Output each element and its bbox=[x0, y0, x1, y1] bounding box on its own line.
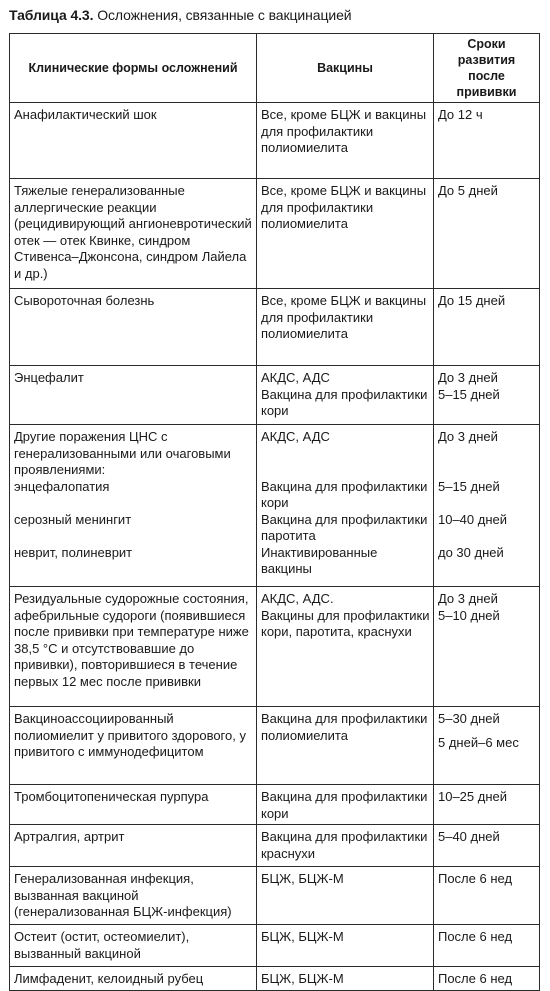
form-cell bbox=[10, 425, 257, 587]
table-row bbox=[10, 289, 540, 366]
timing-line: До 3 дней bbox=[437, 429, 498, 444]
timing-cell bbox=[433, 587, 539, 707]
table-row bbox=[10, 967, 540, 991]
vaccine-line: Вакцина для профилактики кори bbox=[260, 386, 428, 418]
vaccine-cell: Все, кроме БЦЖ и вакцины для профилактики полиомиелита bbox=[256, 179, 433, 289]
header-vaccines: Вакцины bbox=[256, 34, 433, 103]
form-cell: Лимфаденит, келоидный рубец bbox=[10, 967, 257, 991]
vaccine-line: АКДС, АДС bbox=[260, 370, 330, 385]
sub-form: энцефалопатия bbox=[14, 478, 110, 494]
table-row bbox=[10, 825, 540, 867]
form-cell: Тромбоцитопеническая пурпура bbox=[10, 785, 257, 825]
header-forms: Клинические формы осложнений bbox=[10, 34, 257, 103]
timing-line: До 3 дней bbox=[437, 591, 498, 606]
vaccine-cell bbox=[256, 366, 433, 425]
timing-line: 5–10 дней bbox=[437, 607, 500, 623]
vaccine-cell: Все, кроме БЦЖ и вакцины для профилактики полиомиелита bbox=[256, 103, 433, 179]
table-caption: Осложнения, связанные с вакцинацией bbox=[97, 7, 352, 23]
form-cell: Сывороточная болезнь bbox=[10, 289, 257, 366]
sub-form: неврит, полиневрит bbox=[14, 544, 133, 560]
table-row bbox=[10, 587, 540, 707]
table-row bbox=[10, 425, 540, 587]
header-timing: Сроки развития после прививки bbox=[433, 34, 539, 103]
form-cell: Резидуальные судорожные состояния, афебрильные судороги (появившиеся после прививки при температуре ниже 38,5 °С и отсутствовавшие до прививки), повторившиеся в течение первых 12 мес после прививки bbox=[10, 587, 257, 707]
timing-line: 5–30 дней bbox=[437, 711, 500, 726]
header-row bbox=[10, 34, 540, 103]
timing-line: До 3 дней bbox=[437, 370, 498, 385]
timing-cell: До 15 дней bbox=[433, 289, 539, 366]
form-cell: Генерализованная инфекция, вызванная вакциной (генерализованная БЦЖ-инфекция) bbox=[10, 867, 257, 925]
vaccine-cell: Все, кроме БЦЖ и вакцины для профилактики полиомиелита bbox=[256, 289, 433, 366]
form-cell: Артралгия, артрит bbox=[10, 825, 257, 867]
timing-line: до 30 дней bbox=[437, 544, 504, 560]
form-cell: Остеит (остит, остеомиелит), вызванный вакциной bbox=[10, 925, 257, 967]
vaccine-cell: БЦЖ, БЦЖ-М bbox=[256, 967, 433, 991]
table-row bbox=[10, 179, 540, 289]
table-row bbox=[10, 925, 540, 967]
table-row bbox=[10, 867, 540, 925]
form-cell: Анафилактический шок bbox=[10, 103, 257, 179]
timing-cell: 10–25 дней bbox=[433, 785, 539, 825]
timing-cell: После 6 нед bbox=[433, 967, 539, 991]
timing-line: 5–15 дней bbox=[437, 478, 500, 494]
vaccine-line: Вакцина для профилактики паротита bbox=[260, 511, 428, 543]
vaccine-line: Вакцина для профилактики кори bbox=[260, 478, 428, 510]
complications-table bbox=[9, 33, 540, 991]
vaccine-cell: БЦЖ, БЦЖ-М bbox=[256, 925, 433, 967]
table-row bbox=[10, 103, 540, 179]
timing-cell: 5–40 дней bbox=[433, 825, 539, 867]
vaccine-line: Вакцины для профилактики кори, паротита, краснухи bbox=[260, 607, 430, 639]
form-cell: Тяжелые генерализованные аллергические реакции (рецидивирующий ангионевротический отек — отек Квинке, синдром Стивенса–Джонсона, синдром Лайела и др.) bbox=[10, 179, 257, 289]
vaccine-line: АКДС, АДС. bbox=[260, 591, 334, 606]
vaccine-line: Инактивированные вакцины bbox=[260, 544, 378, 576]
timing-cell: До 5 дней bbox=[433, 179, 539, 289]
table-row bbox=[10, 366, 540, 425]
sub-form: серозный менингит bbox=[14, 511, 132, 527]
timing-line: 5 дней–6 мес bbox=[437, 734, 519, 750]
table-row bbox=[10, 785, 540, 825]
form-cell: Энцефалит bbox=[10, 366, 257, 425]
vaccine-cell bbox=[256, 587, 433, 707]
timing-cell: После 6 нед bbox=[433, 925, 539, 967]
timing-line: 5–15 дней bbox=[437, 386, 500, 402]
vaccine-cell: Вакцина для профилактики краснухи bbox=[256, 825, 433, 867]
table-row bbox=[10, 707, 540, 785]
table-number: Таблица 4.3. bbox=[9, 7, 94, 23]
form-intro: Другие поражения ЦНС с генерализованными или очаговыми проявлениями: bbox=[14, 429, 231, 477]
table-title bbox=[9, 7, 352, 24]
timing-cell bbox=[433, 707, 539, 785]
vaccine-cell bbox=[256, 425, 433, 587]
vaccine-cell: Вакцина для профилактики полиомиелита bbox=[256, 707, 433, 785]
form-cell: Вакциноассоциированный полиомиелит у привитого здорового, у привитого с иммунодефицитом bbox=[10, 707, 257, 785]
timing-line: 10–40 дней bbox=[437, 511, 508, 527]
vaccine-cell: БЦЖ, БЦЖ-М bbox=[256, 867, 433, 925]
vaccine-line: АКДС, АДС bbox=[260, 429, 330, 444]
timing-cell bbox=[433, 366, 539, 425]
timing-cell: До 12 ч bbox=[433, 103, 539, 179]
timing-cell: После 6 нед bbox=[433, 867, 539, 925]
vaccine-cell: Вакцина для профилактики кори bbox=[256, 785, 433, 825]
timing-cell bbox=[433, 425, 539, 587]
